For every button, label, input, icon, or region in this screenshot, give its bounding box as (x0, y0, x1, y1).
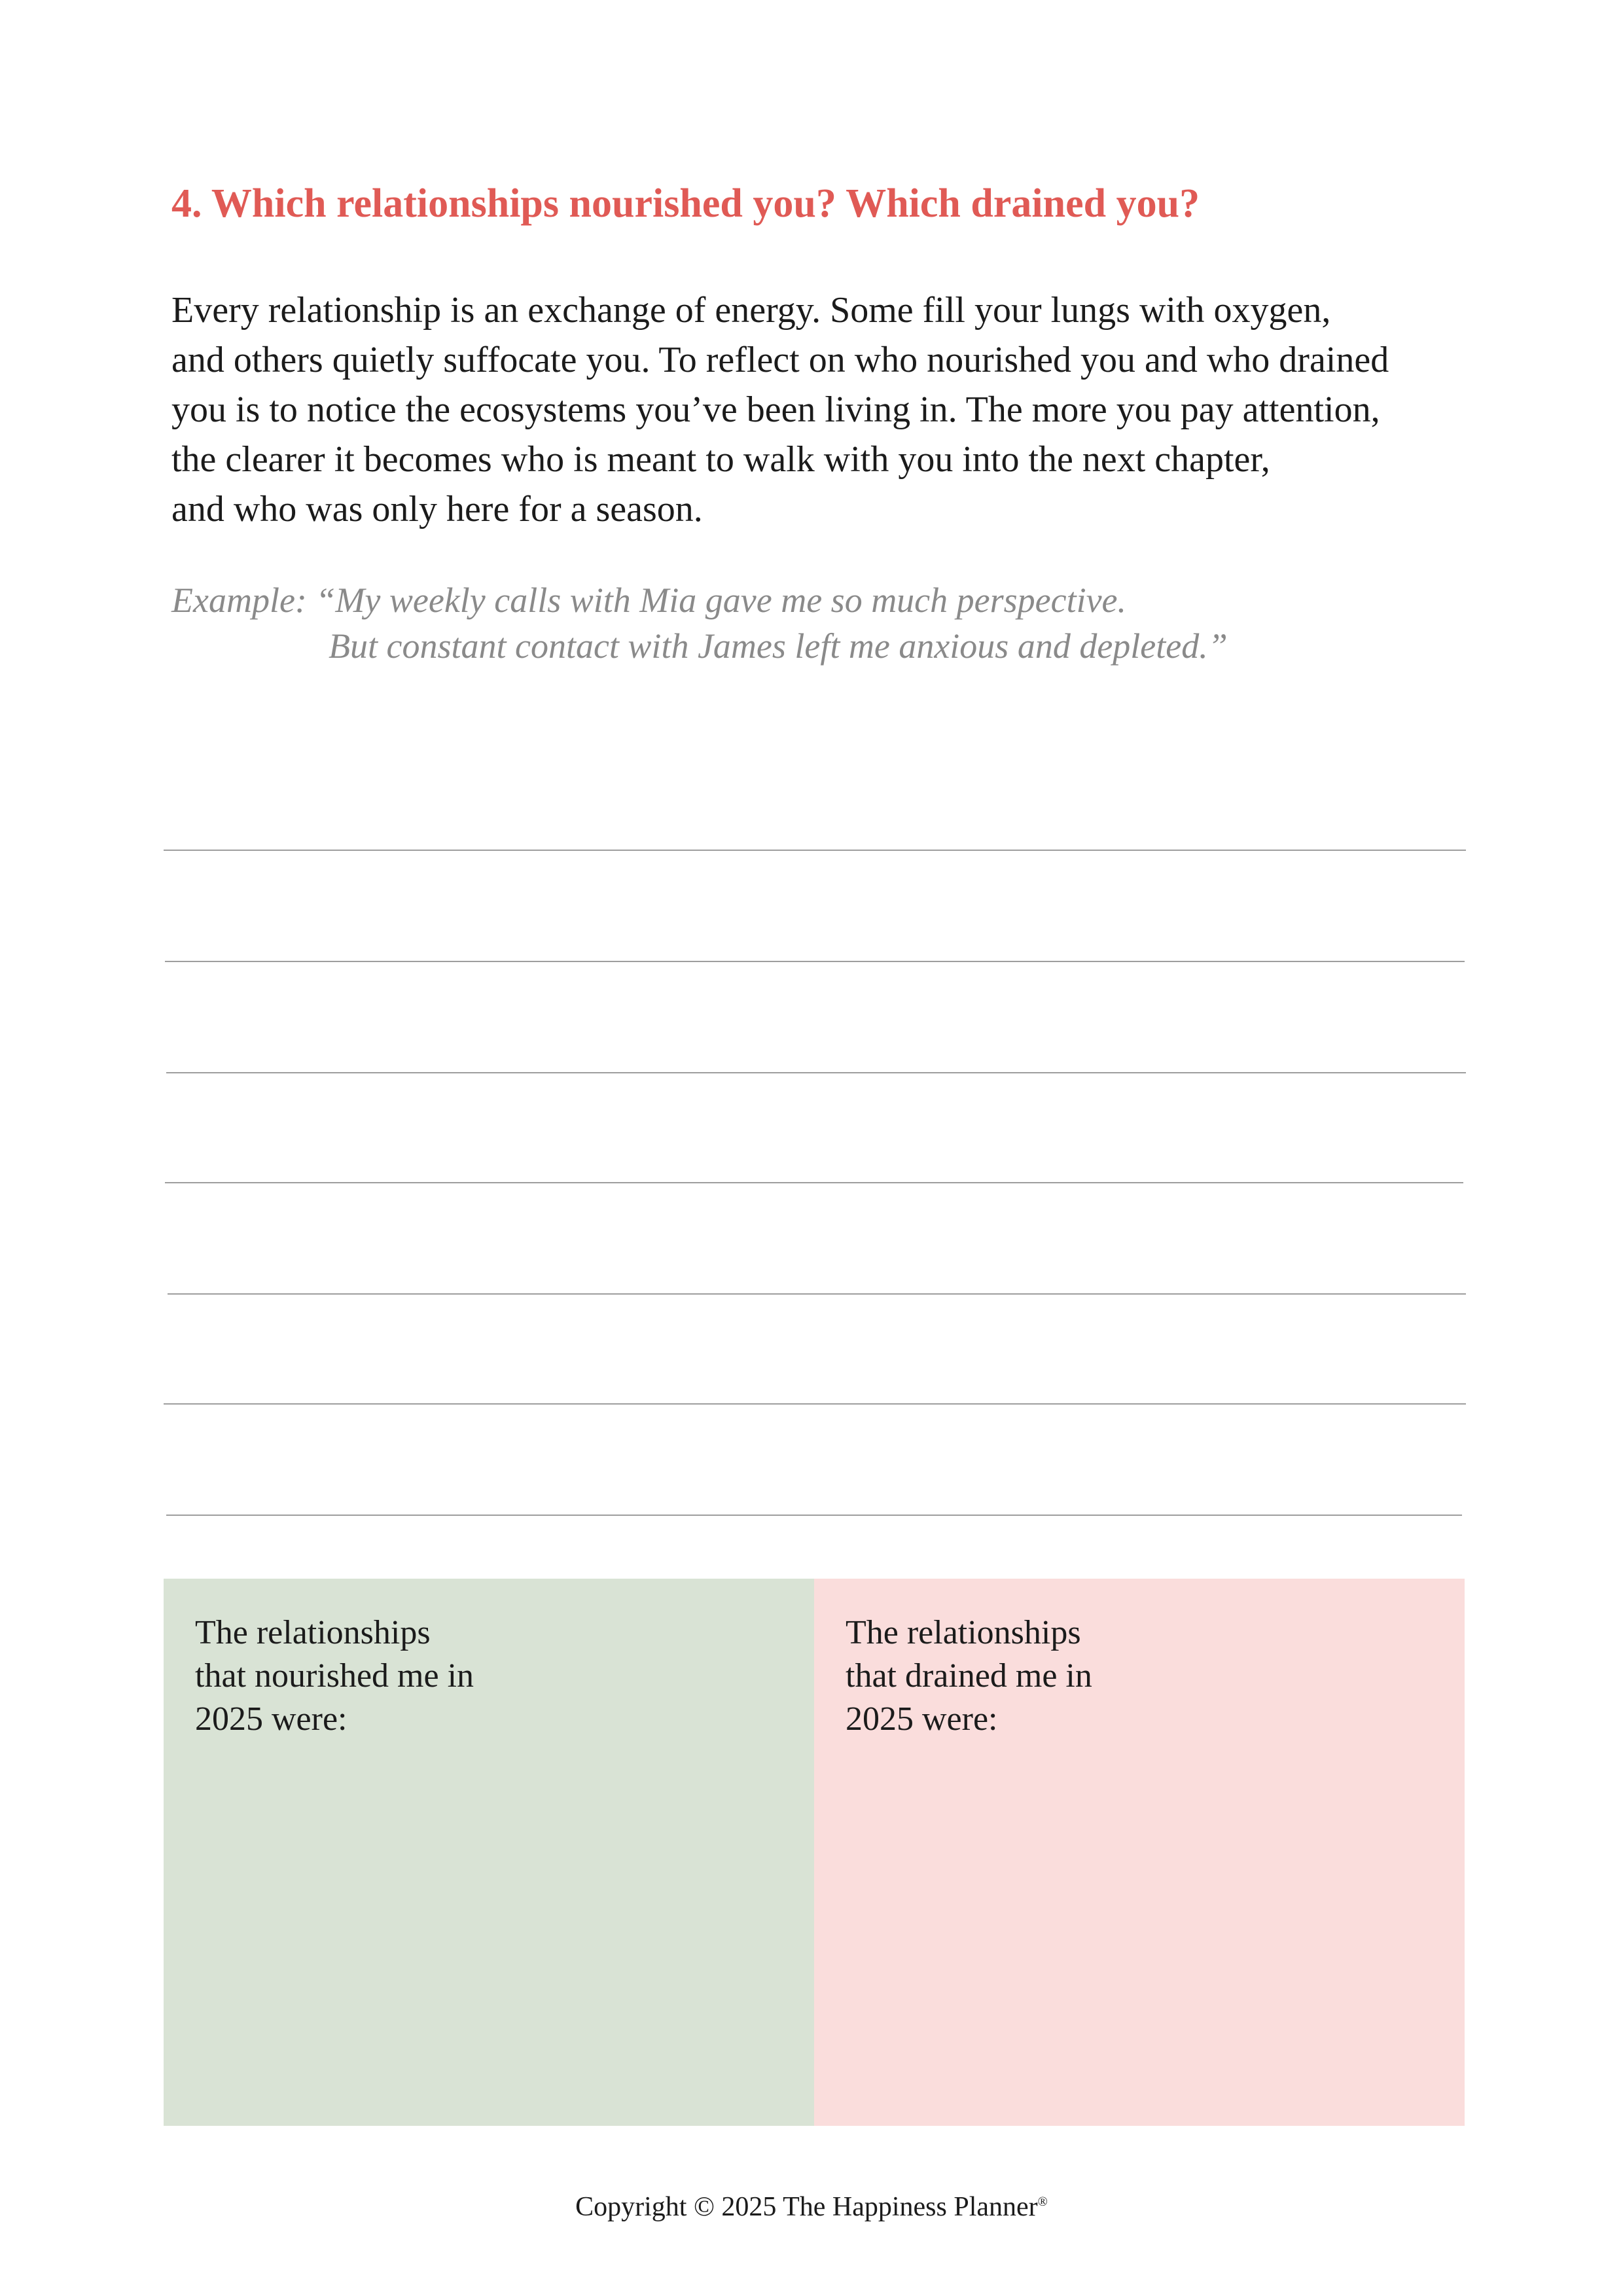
intro-line: and who was only here for a season. (171, 489, 703, 529)
copyright-text: Copyright © 2025 The Happiness Planner (575, 2192, 1038, 2222)
writing-line (168, 1293, 1466, 1295)
nourished-box[interactable] (164, 1579, 814, 2126)
example-line-1: Example: “My weekly calls with Mia gave me so much perspective. (171, 581, 1127, 620)
intro-line: and others quietly suffocate you. To reflect on who nourished you and who drained (171, 340, 1389, 380)
writing-line (164, 850, 1466, 851)
intro-paragraph (171, 285, 1513, 534)
writing-line (165, 961, 1465, 962)
example-line-2: But constant contact with James left me anxious and depleted.” (329, 626, 1228, 666)
intro-line: the clearer it becomes who is meant to walk with you into the next chapter, (171, 439, 1270, 480)
registered-mark: ® (1037, 2195, 1048, 2209)
writing-line (166, 1072, 1466, 1073)
writing-line (165, 1182, 1463, 1183)
nourished-box-label: The relationships that nourished me in 2025 were: (195, 1614, 474, 1738)
footer-copyright (0, 2191, 1623, 2223)
writing-line (164, 1403, 1466, 1405)
example-quote (171, 577, 1228, 669)
writing-area[interactable] (164, 850, 1466, 1517)
drained-box-label: The relationships that drained me in 2025 were: (846, 1614, 1092, 1738)
drained-box[interactable] (814, 1579, 1465, 2126)
intro-line: you is to notice the ecosystems you’ve been living in. The more you pay attention, (171, 389, 1380, 430)
intro-line: Every relationship is an exchange of energy. Some fill your lungs with oxygen, (171, 290, 1331, 331)
reflection-boxes (164, 1579, 1465, 2126)
question-title: 4. Which relationships nourished you? Which drained you? (171, 181, 1200, 226)
writing-line (166, 1515, 1462, 1516)
